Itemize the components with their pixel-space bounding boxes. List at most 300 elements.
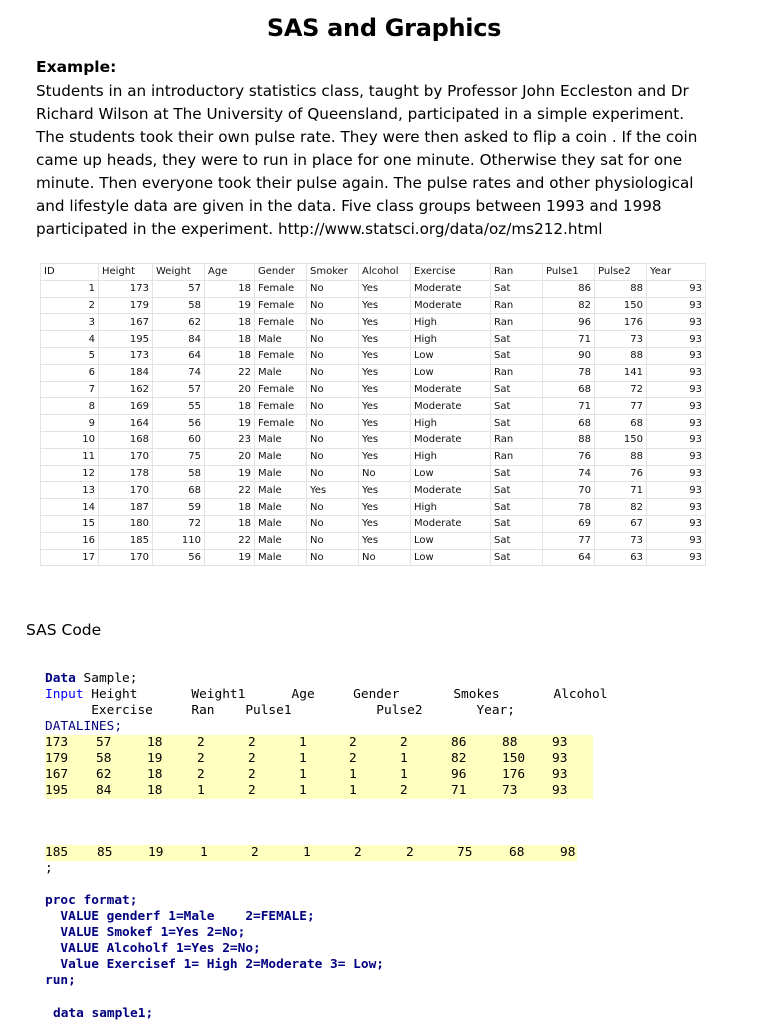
table-row — [41, 499, 706, 516]
table-cell: Male — [255, 499, 307, 516]
table-cell: 168 — [99, 431, 153, 448]
table-cell: Moderate — [411, 515, 491, 532]
table-cell: Yes — [359, 347, 411, 364]
table-cell: 93 — [647, 280, 706, 297]
table-cell: High — [411, 314, 491, 331]
datalines-value: 2 — [251, 845, 259, 860]
pulse-data-table — [40, 263, 706, 566]
table-cell: Low — [411, 532, 491, 549]
table-cell: 180 — [99, 515, 153, 532]
paragraph-line: Students in an introductory statistics class, taught by Professor John Eccleston and Dr — [36, 82, 689, 100]
datalines-value: 1 — [197, 783, 205, 798]
table-cell: 141 — [595, 364, 647, 381]
code-text: Height Weight1 Age Gender Smokes Alcohol — [83, 687, 608, 702]
table-cell: 16 — [41, 532, 99, 549]
table-cell: 74 — [543, 465, 595, 482]
table-cell: 86 — [543, 280, 595, 297]
table-cell: 93 — [647, 398, 706, 415]
table-cell: 9 — [41, 415, 99, 432]
table-cell: 88 — [595, 448, 647, 465]
table-cell: 22 — [205, 364, 255, 381]
table-cell: 170 — [99, 482, 153, 499]
table-cell: Female — [255, 297, 307, 314]
table-cell: 59 — [153, 499, 205, 516]
datalines-value: 167 — [45, 767, 69, 782]
datalines-value: 2 — [400, 783, 408, 798]
table-cell: Yes — [359, 499, 411, 516]
datalines-value: 2 — [197, 767, 205, 782]
code-semicolon: ; — [45, 861, 53, 876]
datalines-value: 1 — [349, 767, 357, 782]
table-cell: Ran — [491, 364, 543, 381]
table-cell: 76 — [595, 465, 647, 482]
table-header-row — [41, 264, 706, 281]
table-cell: Male — [255, 482, 307, 499]
table-cell: 18 — [205, 515, 255, 532]
table-cell: High — [411, 448, 491, 465]
table-cell: No — [359, 465, 411, 482]
table-cell: 82 — [595, 499, 647, 516]
description-paragraph — [36, 80, 736, 241]
datalines-value: 82 — [451, 751, 467, 766]
table-cell: 93 — [647, 465, 706, 482]
datalines-value: 84 — [96, 783, 112, 798]
paragraph-line: Richard Wilson at The University of Queensland, participated in a simple experiment. — [36, 105, 685, 123]
table-row — [41, 448, 706, 465]
table-cell: 8 — [41, 398, 99, 415]
datalines-value: 1 — [299, 767, 307, 782]
datalines-row — [45, 767, 593, 783]
table-row — [41, 415, 706, 432]
table-cell: Sat — [491, 465, 543, 482]
table-cell: Yes — [359, 482, 411, 499]
table-cell: 11 — [41, 448, 99, 465]
table-cell: Low — [411, 347, 491, 364]
datalines-value: 1 — [299, 783, 307, 798]
datalines-row — [45, 845, 577, 861]
code-keyword-input: Input — [45, 687, 84, 702]
table-row — [41, 398, 706, 415]
table-cell: 195 — [99, 331, 153, 348]
table-cell: 62 — [153, 314, 205, 331]
datalines-value: 18 — [147, 783, 163, 798]
table-row — [41, 381, 706, 398]
table-cell: Moderate — [411, 482, 491, 499]
datalines-value: 73 — [502, 783, 518, 798]
paragraph-line: The students took their own pulse rate. They were then asked to flip a coin . If the coin — [36, 128, 698, 146]
table-cell: No — [307, 532, 359, 549]
datalines-value: 1 — [400, 767, 408, 782]
code-line: Value Exercisef 1= High 2=Moderate 3= Low; — [45, 957, 384, 972]
table-cell: 22 — [205, 532, 255, 549]
datalines-value: 2 — [197, 751, 205, 766]
table-cell: Yes — [359, 331, 411, 348]
table-cell: 170 — [99, 448, 153, 465]
table-cell: 6 — [41, 364, 99, 381]
datalines-value: 93 — [552, 735, 568, 750]
table-cell: 71 — [595, 482, 647, 499]
column-header: Height — [99, 264, 153, 281]
table-cell: 18 — [205, 280, 255, 297]
table-cell: Sat — [491, 280, 543, 297]
table-cell: 58 — [153, 297, 205, 314]
datalines-value: 2 — [248, 767, 256, 782]
datalines-value: 1 — [349, 783, 357, 798]
table-row — [41, 347, 706, 364]
table-row — [41, 431, 706, 448]
table-cell: No — [307, 499, 359, 516]
code-line: proc format; — [45, 893, 138, 908]
table-cell: Moderate — [411, 280, 491, 297]
table-cell: 150 — [595, 297, 647, 314]
table-cell: No — [307, 297, 359, 314]
table-cell: Ran — [491, 314, 543, 331]
table-cell: 56 — [153, 415, 205, 432]
table-cell: Moderate — [411, 297, 491, 314]
column-header: Weight — [153, 264, 205, 281]
table-cell: Female — [255, 381, 307, 398]
table-row — [41, 331, 706, 348]
table-cell: Male — [255, 532, 307, 549]
datalines-row — [45, 735, 593, 751]
table-cell: 17 — [41, 549, 99, 566]
table-cell: 12 — [41, 465, 99, 482]
datalines-value: 71 — [451, 783, 467, 798]
table-cell: Yes — [359, 532, 411, 549]
table-cell: 82 — [543, 297, 595, 314]
table-cell: 93 — [647, 314, 706, 331]
table-cell: Yes — [359, 297, 411, 314]
table-row — [41, 482, 706, 499]
datalines-value: 185 — [45, 845, 69, 860]
table-cell: Ran — [491, 448, 543, 465]
table-cell: 57 — [153, 381, 205, 398]
table-cell: 178 — [99, 465, 153, 482]
column-header: Pulse1 — [543, 264, 595, 281]
datalines-value: 98 — [560, 845, 576, 860]
table-cell: 68 — [595, 415, 647, 432]
code-line: run; — [45, 973, 76, 988]
table-cell: Moderate — [411, 381, 491, 398]
code-line: VALUE genderf 1=Male 2=FEMALE; — [45, 909, 315, 924]
table-cell: 72 — [153, 515, 205, 532]
table-cell: 71 — [543, 398, 595, 415]
table-cell: 19 — [205, 415, 255, 432]
table-cell: 56 — [153, 549, 205, 566]
datalines-value: 2 — [248, 783, 256, 798]
table-cell: 93 — [647, 515, 706, 532]
table-cell: 73 — [595, 331, 647, 348]
table-row — [41, 314, 706, 331]
table-cell: 93 — [647, 381, 706, 398]
datalines-value: 2 — [248, 751, 256, 766]
table-row — [41, 297, 706, 314]
table-cell: 88 — [595, 347, 647, 364]
datalines-value: 18 — [147, 767, 163, 782]
table-cell: 64 — [153, 347, 205, 364]
table-cell: Sat — [491, 515, 543, 532]
datalines-value: 2 — [354, 845, 362, 860]
table-cell: Yes — [359, 448, 411, 465]
code-line: VALUE Alcoholf 1=Yes 2=No; — [45, 941, 261, 956]
table-cell: 88 — [543, 431, 595, 448]
table-cell: Sat — [491, 398, 543, 415]
table-cell: Female — [255, 314, 307, 331]
table-cell: 19 — [205, 465, 255, 482]
datalines-row — [45, 783, 593, 799]
paragraph-line: and lifestyle data are given in the data. Five class groups between 1993 and 1998 — [36, 197, 662, 215]
table-cell: No — [307, 280, 359, 297]
table-cell: 93 — [647, 364, 706, 381]
table-cell: Yes — [359, 415, 411, 432]
table-cell: 68 — [153, 482, 205, 499]
table-cell: 73 — [595, 532, 647, 549]
table-cell: No — [307, 465, 359, 482]
table-cell: 150 — [595, 431, 647, 448]
datalines-value: 58 — [96, 751, 112, 766]
table-cell: 7 — [41, 381, 99, 398]
table-cell: 69 — [543, 515, 595, 532]
table-cell: Yes — [359, 398, 411, 415]
table-cell: 76 — [543, 448, 595, 465]
table-cell: 55 — [153, 398, 205, 415]
table-cell: 68 — [543, 381, 595, 398]
datalines-value: 62 — [96, 767, 112, 782]
table-row — [41, 280, 706, 297]
table-cell: High — [411, 331, 491, 348]
table-cell: Yes — [359, 364, 411, 381]
table-cell: 179 — [99, 297, 153, 314]
table-row — [41, 364, 706, 381]
datalines-value: 179 — [45, 751, 69, 766]
table-cell: 93 — [647, 347, 706, 364]
datalines-value: 173 — [45, 735, 69, 750]
datalines-value: 68 — [509, 845, 525, 860]
datalines-value: 96 — [451, 767, 467, 782]
table-cell: 88 — [595, 280, 647, 297]
table-cell: 93 — [647, 431, 706, 448]
sas-code-header — [45, 671, 607, 735]
table-cell: 22 — [205, 482, 255, 499]
datalines-value: 57 — [96, 735, 112, 750]
table-cell: 185 — [99, 532, 153, 549]
column-header: ID — [41, 264, 99, 281]
table-cell: 63 — [595, 549, 647, 566]
datalines-value: 86 — [451, 735, 467, 750]
datalines-value: 93 — [552, 767, 568, 782]
table-cell: 93 — [647, 331, 706, 348]
datalines-value: 2 — [400, 735, 408, 750]
table-cell: Female — [255, 398, 307, 415]
datalines-value: 1 — [299, 751, 307, 766]
table-cell: Sat — [491, 347, 543, 364]
datalines-value: 2 — [349, 751, 357, 766]
table-cell: Yes — [359, 515, 411, 532]
table-cell: 167 — [99, 314, 153, 331]
table-cell: 77 — [543, 532, 595, 549]
table-cell: 84 — [153, 331, 205, 348]
table-row — [41, 532, 706, 549]
table-cell: Yes — [359, 381, 411, 398]
column-header: Alcohol — [359, 264, 411, 281]
table-cell: 75 — [153, 448, 205, 465]
table-cell: Yes — [359, 431, 411, 448]
datalines-value: 2 — [197, 735, 205, 750]
table-cell: Low — [411, 364, 491, 381]
table-cell: Low — [411, 465, 491, 482]
table-cell: 173 — [99, 347, 153, 364]
table-cell: 184 — [99, 364, 153, 381]
table-cell: 58 — [153, 465, 205, 482]
code-data-sample1: data sample1; — [53, 1006, 154, 1021]
column-header: Age — [205, 264, 255, 281]
table-cell: 60 — [153, 431, 205, 448]
table-cell: Ran — [491, 297, 543, 314]
table-row — [41, 515, 706, 532]
datalines-block — [45, 735, 593, 799]
table-cell: Yes — [359, 280, 411, 297]
column-header: Year — [647, 264, 706, 281]
table-cell: 96 — [543, 314, 595, 331]
table-cell: 176 — [595, 314, 647, 331]
table-row — [41, 549, 706, 566]
table-cell: 90 — [543, 347, 595, 364]
table-cell: No — [307, 448, 359, 465]
table-cell: 162 — [99, 381, 153, 398]
proc-format-block — [45, 893, 384, 989]
table-cell: 71 — [543, 331, 595, 348]
table-cell: Sat — [491, 499, 543, 516]
table-cell: 19 — [205, 297, 255, 314]
datalines-value: 2 — [248, 735, 256, 750]
table-cell: No — [307, 381, 359, 398]
table-cell: Sat — [491, 415, 543, 432]
sas-code-label: SAS Code — [26, 621, 102, 639]
table-cell: Low — [411, 549, 491, 566]
column-header: Exercise — [411, 264, 491, 281]
table-cell: No — [307, 398, 359, 415]
table-row — [41, 465, 706, 482]
table-cell: Yes — [307, 482, 359, 499]
datalines-value: 75 — [457, 845, 473, 860]
table-cell: Moderate — [411, 431, 491, 448]
table-cell: 170 — [99, 549, 153, 566]
datalines-value: 93 — [552, 783, 568, 798]
table-cell: 18 — [205, 314, 255, 331]
table-cell: 3 — [41, 314, 99, 331]
table-cell: No — [307, 364, 359, 381]
paragraph-line: came up heads, they were to run in place for one minute. Otherwise they sat for one — [36, 151, 683, 169]
datalines-value: 1 — [299, 735, 307, 750]
code-keyword-data: Data — [45, 671, 76, 686]
table-cell: Yes — [359, 314, 411, 331]
table-cell: Male — [255, 549, 307, 566]
table-cell: 14 — [41, 499, 99, 516]
table-cell: 10 — [41, 431, 99, 448]
table-cell: 20 — [205, 381, 255, 398]
table-cell: 64 — [543, 549, 595, 566]
table-cell: 187 — [99, 499, 153, 516]
table-cell: High — [411, 415, 491, 432]
table-cell: 18 — [205, 499, 255, 516]
datalines-value: 176 — [502, 767, 526, 782]
table-cell: 19 — [205, 549, 255, 566]
datalines-row — [45, 751, 593, 767]
code-keyword-datalines: DATALINES; — [45, 719, 123, 734]
table-cell: 18 — [205, 331, 255, 348]
table-cell: No — [359, 549, 411, 566]
table-cell: Sat — [491, 482, 543, 499]
table-cell: 93 — [647, 549, 706, 566]
table-cell: 93 — [647, 499, 706, 516]
table-cell: 1 — [41, 280, 99, 297]
datalines-value: 195 — [45, 783, 69, 798]
column-header: Ran — [491, 264, 543, 281]
table-cell: 77 — [595, 398, 647, 415]
table-cell: 67 — [595, 515, 647, 532]
datalines-value: 85 — [97, 845, 113, 860]
table-cell: Sat — [491, 532, 543, 549]
table-cell: Male — [255, 448, 307, 465]
table-cell: No — [307, 431, 359, 448]
table-cell: 93 — [647, 532, 706, 549]
table-cell: 23 — [205, 431, 255, 448]
table-cell: 93 — [647, 482, 706, 499]
table-cell: Sat — [491, 549, 543, 566]
table-cell: No — [307, 347, 359, 364]
datalines-value: 88 — [502, 735, 518, 750]
paragraph-line: participated in the experiment. http://www.statsci.org/data/oz/ms212.html — [36, 220, 603, 238]
table-cell: 70 — [543, 482, 595, 499]
paragraph-line: minute. Then everyone took their pulse again. The pulse rates and other physiological — [36, 174, 694, 192]
table-cell: 78 — [543, 499, 595, 516]
table-cell: 4 — [41, 331, 99, 348]
table-cell: Female — [255, 280, 307, 297]
table-cell: 20 — [205, 448, 255, 465]
datalines-value: 150 — [502, 751, 526, 766]
datalines-value: 1 — [303, 845, 311, 860]
code-text: Sample; — [75, 671, 138, 686]
table-cell: 57 — [153, 280, 205, 297]
table-cell: Ran — [491, 431, 543, 448]
table-cell: 74 — [153, 364, 205, 381]
table-cell: 93 — [647, 415, 706, 432]
table-cell: Male — [255, 331, 307, 348]
example-label: Example: — [36, 58, 117, 76]
table-cell: 164 — [99, 415, 153, 432]
datalines-value: 2 — [349, 735, 357, 750]
table-cell: 78 — [543, 364, 595, 381]
code-text: Exercise Ran Pulse1 Pulse2 Year; — [45, 703, 515, 718]
table-cell: 68 — [543, 415, 595, 432]
table-cell: 18 — [205, 398, 255, 415]
column-header: Smoker — [307, 264, 359, 281]
table-cell: 5 — [41, 347, 99, 364]
table-cell: Male — [255, 364, 307, 381]
table-cell: Moderate — [411, 398, 491, 415]
column-header: Gender — [255, 264, 307, 281]
code-line: VALUE Smokef 1=Yes 2=No; — [45, 925, 246, 940]
table-cell: 15 — [41, 515, 99, 532]
datalines-value: 18 — [147, 735, 163, 750]
table-cell: Sat — [491, 381, 543, 398]
table-cell: 173 — [99, 280, 153, 297]
table-cell: 93 — [647, 448, 706, 465]
datalines-value: 19 — [147, 751, 163, 766]
table-cell: No — [307, 314, 359, 331]
table-cell: Male — [255, 465, 307, 482]
datalines-value: 1 — [200, 845, 208, 860]
